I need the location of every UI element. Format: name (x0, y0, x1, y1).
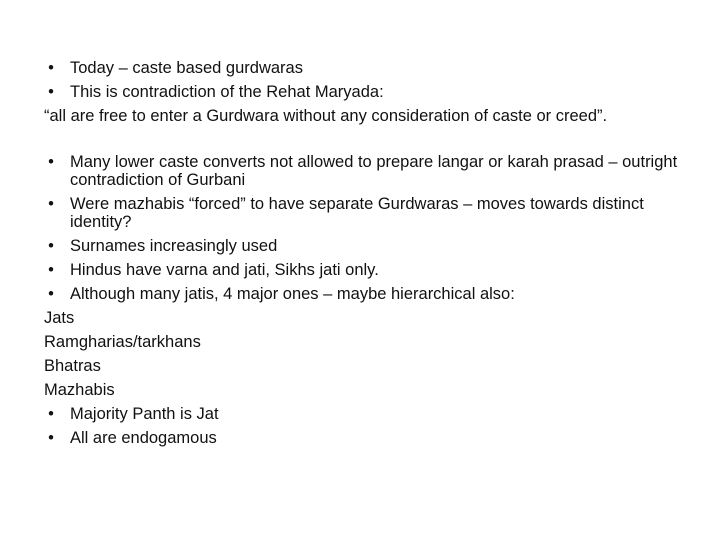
bullet-item (44, 402, 694, 426)
bullet-glyph: • (48, 153, 54, 171)
jati-item: Jats (44, 309, 75, 327)
bullet-text: Although many jatis, 4 major ones – maybe hierarchical also: (70, 285, 515, 303)
bullet-item (44, 56, 694, 80)
intro-block (44, 56, 694, 128)
bullet-glyph: • (48, 83, 54, 101)
bullet-item (44, 258, 694, 282)
bullet-item (44, 426, 694, 450)
bullet-glyph: • (48, 261, 54, 279)
bullet-glyph: • (48, 429, 54, 447)
jati-item: Mazhabis (44, 381, 115, 399)
bullet-item (44, 192, 694, 234)
bullet-text: Were mazhabis “forced” to have separate Gurdwaras – moves towards distinct identity? (70, 195, 644, 231)
bullet-glyph: • (48, 195, 54, 213)
bullet-text: This is contradiction of the Rehat Maryada: (70, 83, 384, 101)
bullet-glyph: • (48, 405, 54, 423)
bullet-text: All are endogamous (70, 429, 217, 447)
bullet-text: Hindus have varna and jati, Sikhs jati only. (70, 261, 379, 279)
bullet-item (44, 150, 694, 192)
jati-item: Ramgharias/tarkhans (44, 333, 201, 351)
bullet-item (44, 80, 694, 104)
bullet-item (44, 282, 694, 306)
bullet-text: Majority Panth is Jat (70, 405, 219, 423)
rehat-maryada-quote: “all are free to enter a Gurdwara without any consideration of caste or creed”. (44, 107, 608, 125)
bullet-text: Today – caste based gurdwaras (70, 59, 303, 77)
bullet-text: Many lower caste converts not allowed to prepare langar or karah prasad – outright contradiction of Gurbani (70, 153, 678, 189)
bullet-glyph: • (48, 59, 54, 77)
jati-item: Bhatras (44, 357, 101, 375)
bullet-glyph: • (48, 285, 54, 303)
bullet-item (44, 234, 694, 258)
caste-points-block (44, 150, 694, 450)
bullet-glyph: • (48, 237, 54, 255)
bullet-text: Surnames increasingly used (70, 237, 278, 255)
